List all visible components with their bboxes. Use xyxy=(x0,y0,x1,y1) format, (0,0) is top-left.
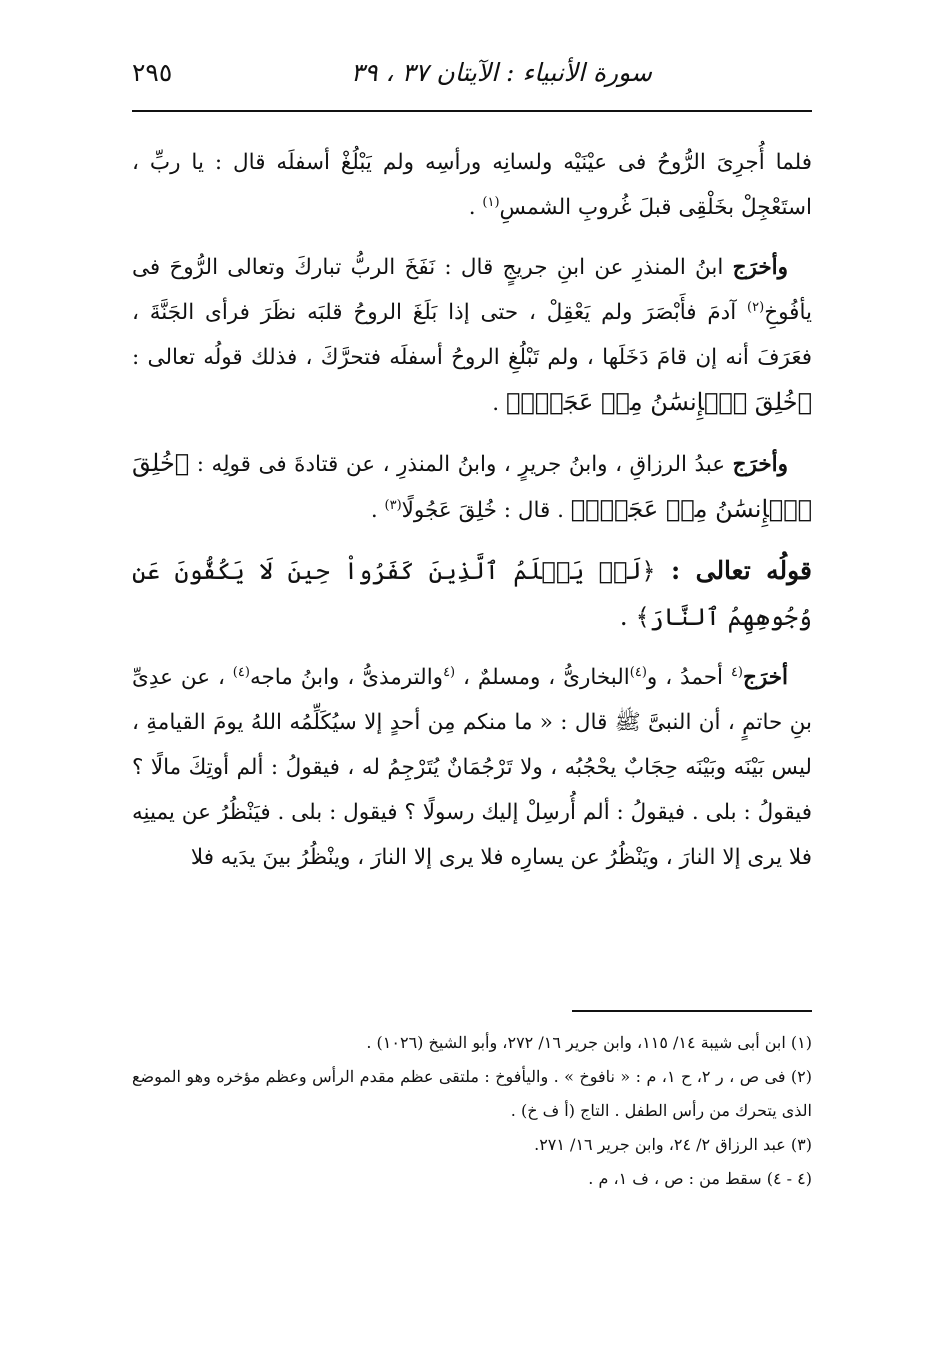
footnotes xyxy=(132,1026,812,1196)
para-tail: . xyxy=(468,195,483,220)
quran-verse: ﴿خُلِقَ ٱلۡإِنسَٰنُ مِنۡ عَجَلٖۚ﴾ xyxy=(132,449,812,523)
paragraph-3 xyxy=(132,441,812,533)
para-lead: أخرَج xyxy=(743,665,789,690)
para-lead: وأخرَج xyxy=(732,255,788,280)
page-number: ٢٩٥ xyxy=(132,58,173,87)
para-text: عبدُ الرزاقِ ، وابنُ جريرٍ ، وابنُ المنذرِ ، عن قتادةَ فى قولِه : xyxy=(189,452,733,477)
footnote-ref: (٣) xyxy=(384,497,402,513)
quran-verse: ﴿لَوۡ يَعۡلَمُ ٱلَّذِينَ كَفَرُواْ حِينَ لَا يَكُفُّونَ عَن وُجُوهِهِمُ ٱلنَّارَ﴾ xyxy=(132,557,812,631)
footnote-3: (٣) عبد الرزاق ٢/ ٢٤، وابن جرير ١٦/ ٢٧١. xyxy=(534,1135,812,1154)
footnote-ref: (٤ xyxy=(730,664,743,680)
paragraph-1 xyxy=(132,140,812,230)
footnote-ref: (١) xyxy=(482,194,500,210)
para-text-2: البخارىُّ ، ومسلمٌ ، xyxy=(455,665,630,690)
paragraph-2 xyxy=(132,245,812,426)
footnote-4: (٤ - ٤) سقط من : ص ، ف ١، م . xyxy=(588,1169,812,1188)
para-text-3: والترمذىُّ ، وابنُ ماجه xyxy=(249,665,444,690)
header-title: سورة الأنبياء : الآيتان ٣٧ ، ٣٩ xyxy=(350,58,652,87)
para-tail: . xyxy=(370,498,385,523)
running-header xyxy=(132,58,812,108)
quran-verse: ﴿خُلِقَ ٱلۡإِنسَٰنُ مِنۡ عَجَلٖۚ﴾ xyxy=(505,388,812,416)
para-text-2: آدمَ فأَبْصَرَ ولم يَعْقِلْ ، حتى إذا بَلَغَ الروحُ قلبَه نظَرَ فرأى الجَنَّةَ ، فعَرَفَ أنه إن قامَ دَخَلَها ، ولم تَبْلُغِ الروحُ أسفلَه فتحرَّكَ ، فذلك قولُه تعالى : xyxy=(132,300,812,370)
paragraph-5 xyxy=(132,655,812,880)
footnote-rule xyxy=(572,1010,812,1012)
para-tail: . xyxy=(619,602,636,631)
footnote-ref: (٤ xyxy=(443,664,456,680)
para-text-4: ، عن عدِىِّ بنِ حاتمٍ ، أن النبىَّ ﷺ قال : « ما منكم مِن أحدٍ إلا سيُكَلِّمُه اللهُ يومَ القيامةِ ، ليس بَيْنَه وبَيْنَه حِجَابٌ يحْجُبُه ، ولا تَرْجُمَانٌ يُتَرْجِمُ له ، فيقولُ : ألم أوتِكَ مالًا ؟ فيقولُ : بلى . فيقولُ : ألم أُرسِلْ إليك رسولًا ؟ فيقول : بلى . فيَنْظُرُ عن يمينِه فلا يرى إلا النارَ ، ويَنْظُرُ عن يسارِه فلا يرى إلا النارَ ، وينْظُرُ بينَ يدَيه فلا xyxy=(132,665,812,870)
para-lead: وأخرَج xyxy=(732,452,788,477)
para-text: ابنُ المنذرِ عن ابنِ جريجٍ قال : نَفَخَ الربُّ تباركَ وتعالى الرُّوحَ فى يأفُوخِ xyxy=(132,255,812,325)
verse-heading-lead: قولُه تعالى : xyxy=(655,556,812,585)
footnote-ref: (٤) xyxy=(629,664,647,680)
para-text-2: . قال : خُلِقَ عَجُولًا xyxy=(401,498,571,523)
para-text: أحمدُ ، و xyxy=(646,665,731,690)
body-text xyxy=(132,140,812,895)
para-text: فلما أُجرِىَ الرُّوحُ فى عيْنَيْه ولسانِه ورأسِه ولم يَبْلُغْ أسفلَه قال : يا ربِّ ، استَعْجِلْ بخَلْقِى قبلَ غُروبِ الشمسِ xyxy=(132,150,812,220)
header-rule xyxy=(132,110,812,112)
footnote-ref: (٢) xyxy=(747,299,765,315)
footnote-ref: (٤) xyxy=(232,664,250,680)
footnote-2: (٢) فى ص ، ر ٢، ح ١، م : « نافوخ » . واليأفوخ : ملتقى عظم مقدم الرأس وعظم مؤخره وهو الموضع الذى يتحرك من رأس الطفل . التاج (أ ف خ) . xyxy=(132,1067,813,1120)
para-tail: . xyxy=(492,391,506,416)
verse-heading xyxy=(132,548,812,640)
footnote-1: (١) ابن أبى شيبة ١٤/ ١١٥، وابن جرير ١٦/ ٢٧٢، وأبو الشيخ (١٠٢٦) . xyxy=(366,1033,812,1052)
